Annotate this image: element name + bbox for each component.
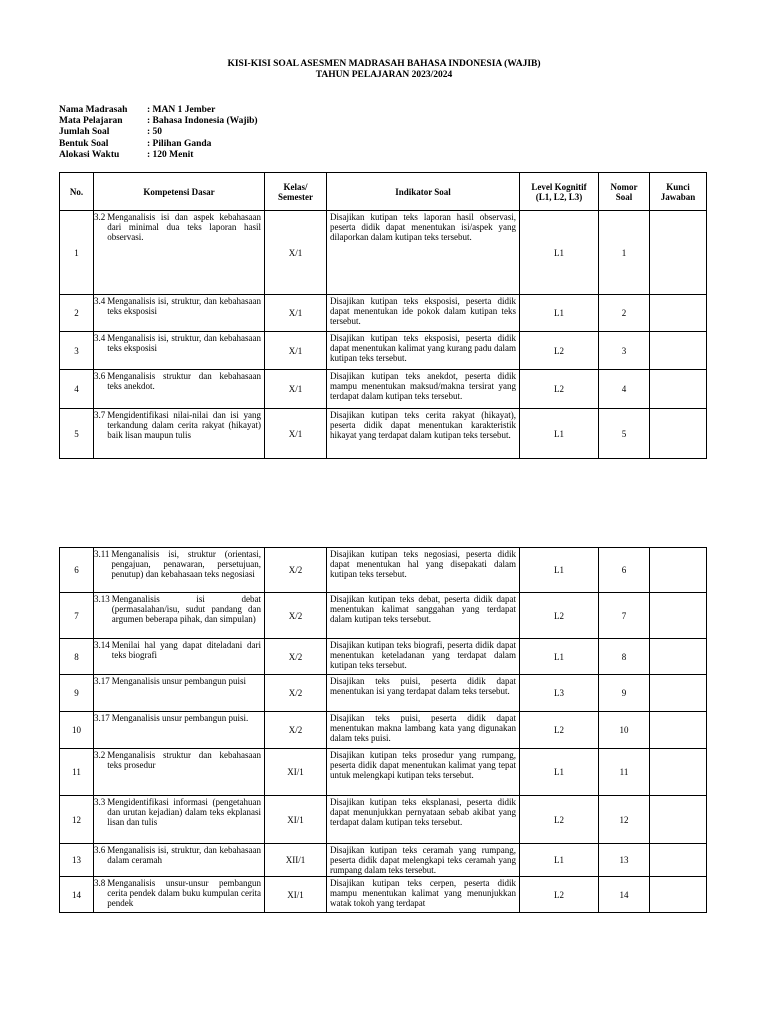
cell-kunci-jawaban [650, 877, 707, 913]
cell-kompetensi-dasar [94, 593, 265, 639]
indikator-text: Disajikan kutipan teks cerpen, peserta didik mampu menentukan kalimat yang menunjukkan watak tokoh yang terdapat [330, 878, 516, 908]
cell-kompetensi-dasar [94, 877, 265, 913]
cell-level-kognitif: L1 [520, 844, 599, 877]
kd-number: 3.6 [94, 371, 106, 381]
cell-level-kognitif: L1 [520, 295, 599, 332]
cell-level-kognitif: L2 [520, 370, 599, 409]
indikator-text: Disajikan kutipan teks anekdot, peserta didik mampu menentukan maksud/makna tersirat yang terdapat dalam kutipan teks tersebut. [330, 371, 516, 401]
meta-row [59, 139, 258, 150]
kd-text: Menganalisis isi, struktur, dan kebahasaan teks eksposisi [107, 333, 261, 353]
cell-kunci-jawaban [650, 548, 707, 593]
kd-text: Mengidentifikasi nilai-nilai dan isi yang terkandung dalam cerita rakyat (hikayat) baik lisan maupun tulis [107, 410, 261, 440]
cell-no: 3 [60, 332, 94, 370]
meta-key: Jumlah Soal [59, 127, 110, 138]
kd-text: Menilai hal yang dapat diteladani dari teks biografi [111, 640, 261, 660]
cell-kelas-semester: XI/1 [265, 796, 327, 844]
kd-text: Menganalisis isi debat (permasalahan/isu, sudut pandang dan argumen beberapa pihak, dan simpulan) [111, 594, 261, 624]
cell-no: 10 [60, 712, 94, 749]
table-row [60, 548, 707, 593]
cell-kelas-semester: X/2 [265, 675, 327, 712]
kisi-kisi-table-page-1 [59, 172, 707, 459]
meta-value: : 120 Menit [147, 149, 194, 160]
cell-indikator-soal [327, 409, 520, 459]
table-row [60, 211, 707, 295]
meta-key: Mata Pelajaran [59, 116, 123, 127]
kd-number: 3.17 [94, 676, 110, 686]
kd-text: Menganalisis isi, struktur (orientasi, pengajuan, penawaran, persetujuan, penutup) dan kebahasaan teks negosiasi [111, 549, 261, 579]
cell-kelas-semester: X/2 [265, 548, 327, 593]
table-row [60, 712, 707, 749]
cell-kunci-jawaban [650, 295, 707, 332]
cell-indikator-soal [327, 295, 520, 332]
indikator-text: Disajikan kutipan teks eksposisi, peserta didik dapat menentukan kalimat yang kurang padu dalam kutipan teks tersebut. [330, 333, 516, 363]
cell-kompetensi-dasar [94, 370, 265, 409]
cell-indikator-soal [327, 332, 520, 370]
kisi-kisi-table-page-2 [59, 547, 707, 913]
meta-value: : MAN 1 Jember [147, 105, 216, 115]
document-title [0, 59, 768, 81]
kd-number: 3.7 [94, 410, 106, 420]
cell-nomor-soal: 14 [599, 877, 650, 913]
kd-number: 3.14 [94, 640, 110, 650]
table-row [60, 877, 707, 913]
cell-kompetensi-dasar [94, 332, 265, 370]
cell-kunci-jawaban [650, 749, 707, 796]
cell-nomor-soal: 3 [599, 332, 650, 370]
cell-kompetensi-dasar [94, 749, 265, 796]
cell-level-kognitif: L1 [520, 639, 599, 675]
cell-nomor-soal: 6 [599, 548, 650, 593]
cell-nomor-soal: 5 [599, 409, 650, 459]
cell-no: 12 [60, 796, 94, 844]
kd-number: 3.2 [94, 750, 106, 760]
cell-level-kognitif: L2 [520, 712, 599, 749]
document-meta [59, 105, 258, 161]
cell-indikator-soal [327, 548, 520, 593]
header-nomor-soal: Nomor Soal [599, 173, 650, 211]
cell-kompetensi-dasar [94, 295, 265, 332]
cell-kompetensi-dasar [94, 844, 265, 877]
meta-key: Nama Madrasah [59, 105, 128, 115]
cell-nomor-soal: 12 [599, 796, 650, 844]
cell-kunci-jawaban [650, 796, 707, 844]
cell-kunci-jawaban [650, 639, 707, 675]
table-row [60, 844, 707, 877]
cell-nomor-soal: 9 [599, 675, 650, 712]
cell-kelas-semester: X/1 [265, 332, 327, 370]
table-header-row [60, 173, 707, 211]
cell-nomor-soal: 7 [599, 593, 650, 639]
cell-no: 13 [60, 844, 94, 877]
cell-no: 14 [60, 877, 94, 913]
cell-level-kognitif: L1 [520, 548, 599, 593]
cell-kelas-semester: X/2 [265, 712, 327, 749]
kd-number: 3.11 [94, 549, 110, 559]
kd-text: Menganalisis unsur pembangun puisi [111, 676, 246, 686]
header-indikator-soal: Indikator Soal [327, 173, 520, 211]
meta-row [59, 127, 258, 138]
cell-level-kognitif: L1 [520, 749, 599, 796]
meta-key: Bentuk Soal [59, 138, 109, 149]
table-row [60, 295, 707, 332]
cell-no: 8 [60, 639, 94, 675]
cell-nomor-soal: 11 [599, 749, 650, 796]
cell-kompetensi-dasar [94, 211, 265, 295]
cell-kunci-jawaban [650, 409, 707, 459]
header-kompetensi-dasar: Kompetensi Dasar [94, 173, 265, 211]
cell-indikator-soal [327, 639, 520, 675]
table-row [60, 639, 707, 675]
cell-indikator-soal [327, 712, 520, 749]
meta-row [59, 116, 258, 127]
table-row [60, 593, 707, 639]
cell-level-kognitif: L2 [520, 796, 599, 844]
cell-kunci-jawaban [650, 712, 707, 749]
cell-level-kognitif: L2 [520, 332, 599, 370]
cell-kelas-semester: X/1 [265, 211, 327, 295]
kd-number: 3.13 [94, 594, 110, 604]
cell-indikator-soal [327, 211, 520, 295]
cell-nomor-soal: 13 [599, 844, 650, 877]
table-row [60, 370, 707, 409]
cell-kompetensi-dasar [94, 409, 265, 459]
table-row [60, 796, 707, 844]
meta-row [59, 150, 258, 161]
cell-nomor-soal: 4 [599, 370, 650, 409]
indikator-text: Disajikan kutipan teks cerita rakyat (hikayat), peserta didik dapat menentukan karakteristik hikayat yang terdapat dalam kutipan teks tersebut. [330, 410, 516, 440]
header-no: No. [60, 173, 94, 211]
cell-kunci-jawaban [650, 370, 707, 409]
cell-no: 1 [60, 211, 94, 295]
cell-kompetensi-dasar [94, 675, 265, 712]
indikator-text: Disajikan kutipan teks eksposisi, peserta didik dapat menentukan ide pokok dalam kutipan teks tersebut. [330, 296, 516, 326]
cell-indikator-soal [327, 844, 520, 877]
kd-text: Menganalisis unsur pembangun puisi. [111, 713, 249, 723]
meta-value: : Pilihan Ganda [147, 138, 212, 149]
cell-kompetensi-dasar [94, 548, 265, 593]
cell-kelas-semester: X/1 [265, 370, 327, 409]
header-level-kognitif: Level Kognitif (L1, L2, L3) [520, 173, 599, 211]
header-kelas-semester: Kelas/ Semester [265, 173, 327, 211]
kd-number: 3.8 [94, 878, 106, 888]
kd-text: Menganalisis isi dan aspek kebahasaan dari minimal dua teks laporan hasil observasi. [107, 212, 261, 242]
title-line-1: KISI-KISI SOAL ASESMEN MADRASAH BAHASA INDONESIA (WAJIB) [227, 59, 541, 69]
cell-kelas-semester: XII/1 [265, 844, 327, 877]
meta-value: : 50 [147, 127, 163, 138]
cell-level-kognitif: L1 [520, 409, 599, 459]
kd-text: Menganalisis struktur dan kebahasaan teks prosedur [107, 750, 261, 770]
cell-kunci-jawaban [650, 844, 707, 877]
cell-level-kognitif: L2 [520, 593, 599, 639]
meta-row [59, 105, 258, 116]
meta-key: Alokasi Waktu [59, 149, 120, 160]
cell-level-kognitif: L1 [520, 211, 599, 295]
cell-no: 2 [60, 295, 94, 332]
cell-no: 6 [60, 548, 94, 593]
cell-kelas-semester: XI/1 [265, 749, 327, 796]
kd-text: Menganalisis isi, struktur, dan kebahasaan dalam ceramah [107, 845, 261, 865]
cell-no: 5 [60, 409, 94, 459]
cell-kunci-jawaban [650, 211, 707, 295]
cell-indikator-soal [327, 675, 520, 712]
indikator-text: Disajikan kutipan teks debat, peserta didik dapat menentukan kalimat sanggahan yang terdapat dalam kutipan teks tersebut. [330, 594, 516, 624]
kd-number: 3.4 [94, 333, 106, 343]
cell-kompetensi-dasar [94, 796, 265, 844]
cell-indikator-soal [327, 749, 520, 796]
kd-number: 3.17 [94, 713, 110, 723]
cell-nomor-soal: 10 [599, 712, 650, 749]
cell-kelas-semester: X/1 [265, 295, 327, 332]
table-row [60, 409, 707, 459]
cell-nomor-soal: 8 [599, 639, 650, 675]
indikator-text: Disajikan teks puisi, peserta didik dapat menentukan isi yang terdapat dalam teks tersebut. [330, 676, 516, 696]
indikator-text: Disajikan kutipan teks laporan hasil observasi, peserta didik dapat menentukan isi/aspek yang dilaporkan dalam kutipan teks tersebut. [330, 212, 516, 242]
kd-number: 3.3 [94, 797, 106, 807]
cell-kelas-semester: X/2 [265, 639, 327, 675]
cell-indikator-soal [327, 370, 520, 409]
table-row [60, 675, 707, 712]
cell-level-kognitif: L3 [520, 675, 599, 712]
title-line-2: TAHUN PELAJARAN 2023/2024 [315, 70, 453, 80]
indikator-text: Disajikan kutipan teks eksplanasi, peserta didik dapat menunjukkan pernyataan sebab akibat yang terdapat dalam kutipan teks tersebut. [330, 797, 516, 827]
indikator-text: Disajikan kutipan teks prosedur yang rumpang, peserta didik dapat menentukan kalimat yang tepat untuk melengkapi kutipan teks tersebut. [330, 750, 516, 780]
header-kunci-jawaban: Kunci Jawaban [650, 173, 707, 211]
cell-kelas-semester: X/1 [265, 409, 327, 459]
cell-kompetensi-dasar [94, 639, 265, 675]
meta-value: : Bahasa Indonesia (Wajib) [147, 116, 258, 127]
table-row [60, 749, 707, 796]
kd-text: Menganalisis unsur-unsur pembangun cerita pendek dalam buku kumpulan cerita pendek [107, 878, 261, 908]
cell-nomor-soal: 2 [599, 295, 650, 332]
kd-text: Menganalisis struktur dan kebahasaan teks anekdot. [107, 371, 261, 391]
kd-number: 3.2 [94, 212, 106, 222]
cell-kelas-semester: XI/1 [265, 877, 327, 913]
indikator-text: Disajikan teks puisi, peserta didik dapat menentukan makna lambang kata yang digunakan dalam teks puisi. [330, 713, 516, 743]
cell-kunci-jawaban [650, 593, 707, 639]
cell-kunci-jawaban [650, 332, 707, 370]
cell-kunci-jawaban [650, 675, 707, 712]
indikator-text: Disajikan kutipan teks negosiasi, peserta didik dapat menentukan hal yang disepakati dalam kutipan teks tersebut. [330, 549, 516, 579]
kd-text: Mengidentifikasi informasi (pengetahuan dan urutan kejadian) dalam teks ekplanasi lisan dan tulis [107, 797, 261, 827]
kd-number: 3.4 [94, 296, 106, 306]
indikator-text: Disajikan kutipan teks biografi, peserta didik dapat menentukan keteladanan yang terdapat dalam kutipan teks tersebut. [330, 640, 516, 670]
indikator-text: Disajikan kutipan teks ceramah yang rumpang, peserta didik dapat melengkapi teks ceramah yang rumpang dalam teks tersebut. [330, 845, 516, 875]
cell-no: 9 [60, 675, 94, 712]
cell-no: 11 [60, 749, 94, 796]
cell-no: 4 [60, 370, 94, 409]
cell-indikator-soal [327, 593, 520, 639]
table-row [60, 332, 707, 370]
kd-text: Menganalisis isi, struktur, dan kebahasaan teks eksposisi [107, 296, 261, 316]
cell-nomor-soal: 1 [599, 211, 650, 295]
cell-indikator-soal [327, 877, 520, 913]
cell-kelas-semester: X/2 [265, 593, 327, 639]
cell-indikator-soal [327, 796, 520, 844]
kd-number: 3.6 [94, 845, 106, 855]
cell-level-kognitif: L2 [520, 877, 599, 913]
cell-kompetensi-dasar [94, 712, 265, 749]
cell-no: 7 [60, 593, 94, 639]
